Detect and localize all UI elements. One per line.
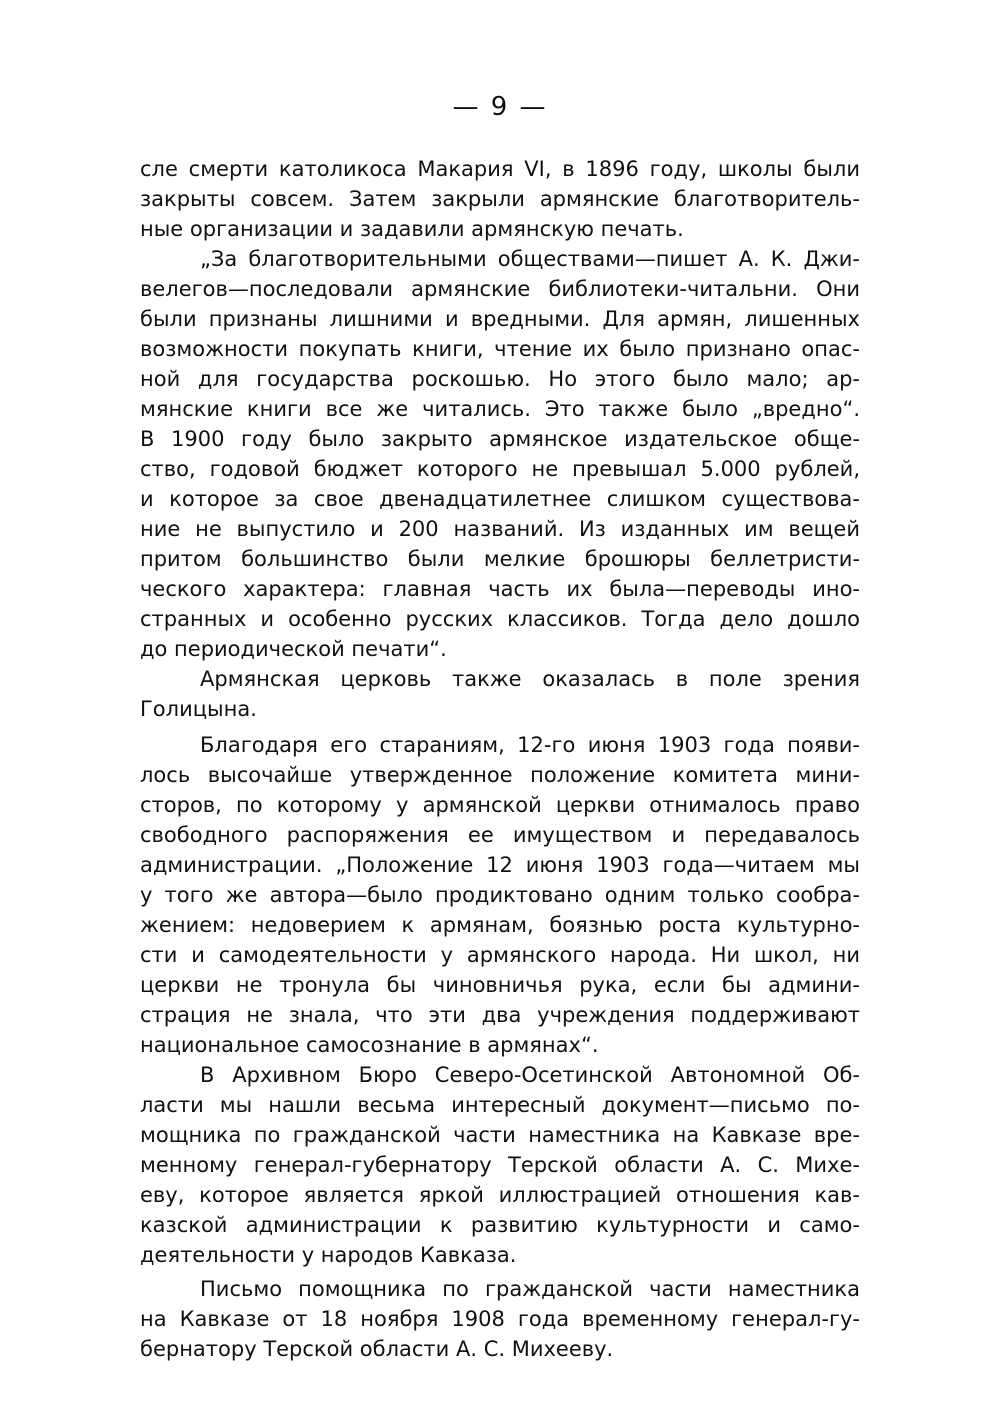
text-line-10: В 1900 году было закрыто армянское издательское обще-	[140, 427, 860, 451]
text-line-5: велегов—последовали армянские библиотеки-читальни. Они	[140, 277, 860, 301]
text-line-27: сти и самодеятельности у армянского народа. Ни школ, ни	[140, 943, 860, 967]
text-line-1: сле смерти католикоса Макария VI, в 1896 году, школы были	[140, 157, 860, 181]
text-line-24: администрации. „Положение 12 июня 1903 года—читаем мы	[140, 853, 860, 877]
text-line-6: были признаны лишними и вредными. Для армян, лишенных	[140, 307, 860, 331]
text-line-13: ние не выпустило и 200 названий. Из изданных им вещей	[140, 517, 860, 541]
text-line-9: мянские книги все же читались. Это также было „вредно“.	[140, 397, 860, 421]
text-line-31: В Архивном Бюро Северо-Осетинской Автономной Об-	[200, 1063, 860, 1087]
text-line-33: мощника по гражданской части наместника на Кавказе вре-	[140, 1123, 860, 1147]
text-line-29: страция не знала, что эти два учреждения поддерживают	[140, 1003, 860, 1027]
text-line-34: менному генерал-губернатору Терской области А. С. Михе-	[140, 1153, 860, 1177]
text-line-32: ласти мы нашли весьма интересный документ—письмо по-	[140, 1093, 860, 1117]
text-line-26: жением: недоверием к армянам, боязнью роста культурно-	[140, 913, 860, 937]
text-line-39: на Кавказе от 18 ноября 1908 года временному генерал-гу-	[140, 1307, 860, 1331]
text-line-11: ство, годовой бюджет которого не превышал 5.000 рублей,	[140, 457, 860, 481]
text-line-2: закрыты совсем. Затем закрыли армянские благотворитель-	[140, 187, 860, 211]
text-line-4: „За благотворительными обществами—пишет А. К. Джи-	[200, 247, 860, 271]
text-line-20: Благодаря его стараниям, 12-го июня 1903 года появи-	[200, 733, 860, 757]
text-line-40: бернатору Терской области А. С. Михееву.	[140, 1337, 614, 1361]
text-line-25: у того же автора—было продиктовано одним только сообра-	[140, 883, 860, 907]
text-line-35: еву, которое является яркой иллюстрацией отношения кав-	[140, 1183, 860, 1207]
text-line-37: деятельности у народов Кавказа.	[140, 1243, 517, 1267]
page-number: — 9 —	[452, 92, 548, 122]
text-line-30: национальное самосознание в армянах“.	[140, 1033, 599, 1057]
text-line-23: свободного распоряжения ее имуществом и передавалось	[140, 823, 860, 847]
text-line-21: лось высочайше утвержденное положение комитета мини-	[140, 763, 860, 787]
text-line-7: возможности покупать книги, чтение их было признано опас-	[140, 337, 860, 361]
text-line-8: ной для государства роскошью. Но этого было мало; ар-	[140, 367, 860, 391]
text-line-15: ческого характера: главная часть их была—переводы ино-	[140, 577, 860, 601]
text-line-17: до периодической печати“.	[140, 637, 447, 661]
text-line-12: и которое за свое двенадцатилетнее слишком существова-	[140, 487, 860, 511]
text-line-18: Армянская церковь также оказалась в поле зрения	[200, 667, 860, 691]
text-line-36: казской администрации к развитию культурности и само-	[140, 1213, 860, 1237]
text-line-3: ные организации и задавили армянскую печать.	[140, 217, 684, 241]
text-line-14: притом большинство были мелкие брошюры беллетристи-	[140, 547, 860, 571]
text-line-38: Письмо помощника по гражданской части наместника	[200, 1277, 860, 1301]
text-line-28: церкви не тронула бы чиновничья рука, если бы админи-	[140, 973, 860, 997]
text-line-16: странных и особенно русских классиков. Тогда дело дошло	[140, 607, 860, 631]
text-line-22: сторов, по которому у армянской церкви отнималось право	[140, 793, 860, 817]
text-line-19: Голицына.	[140, 697, 257, 721]
